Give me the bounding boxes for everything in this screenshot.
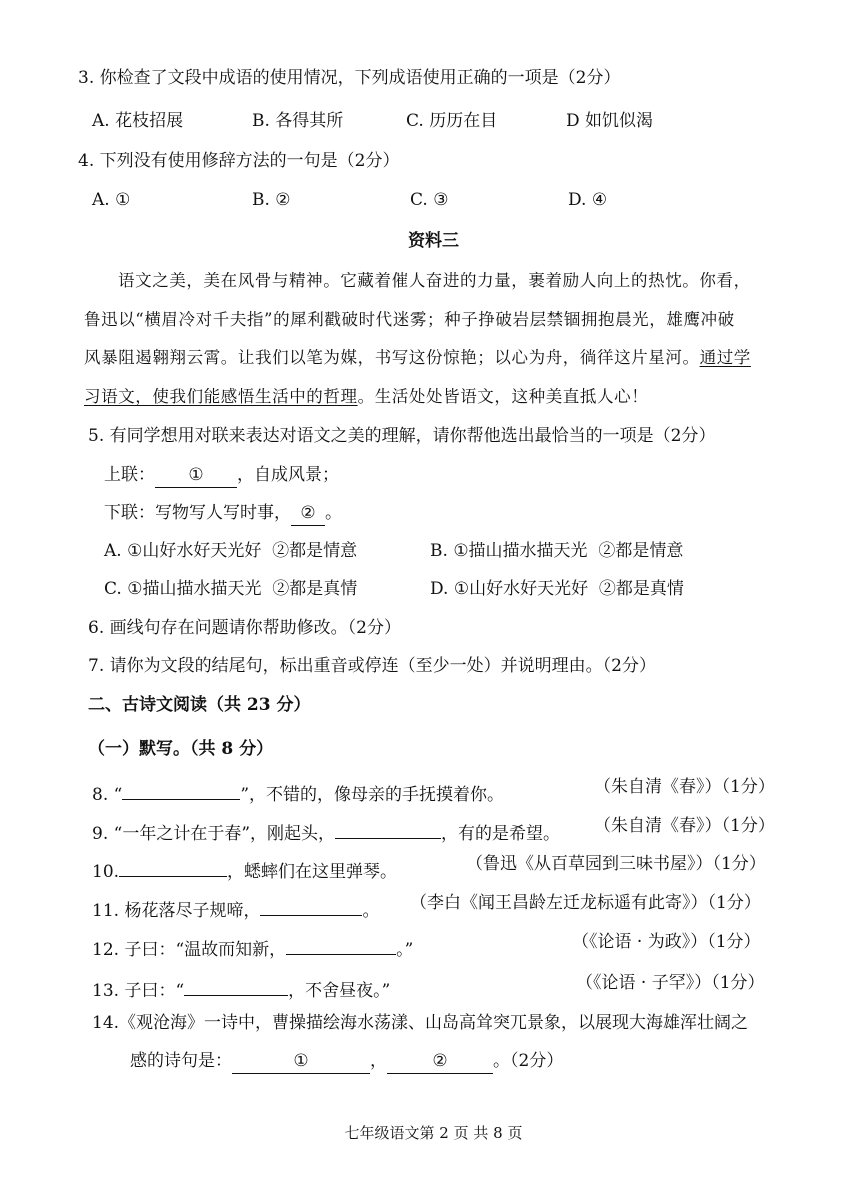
q4-option-c: C. ③	[410, 190, 449, 210]
q12	[92, 934, 413, 959]
q5-upper-couplet	[104, 467, 339, 488]
lower-label: 下联：写物写人写时事，	[104, 503, 291, 523]
q13-source: （《论语 · 子罕》）（1分）	[576, 973, 765, 993]
q8	[92, 779, 504, 804]
q14-suffix: 。（2分）	[493, 1051, 564, 1071]
option-letter: D.	[430, 579, 454, 599]
option-text: ①山好水好天光好 ②都是情意	[127, 541, 358, 561]
material-text: 风暴阻遏翱翔云霄。让我们以笔为媒，书写这份惊艳；以心为舟，徜徉这片星河。	[84, 348, 700, 367]
material-paragraph-line-3	[84, 350, 751, 367]
q13-suffix: ，不舍昼夜。”	[288, 981, 391, 1001]
subsection-heading: （一）默写。（共 8 分）	[88, 739, 274, 759]
q4-option-b: B. ②	[252, 190, 291, 210]
q4-option-a: A. ①	[92, 190, 131, 210]
q3-option-b: B. 各得其所	[252, 111, 344, 131]
q3-option-d: D 如饥似渴	[566, 111, 654, 131]
q3-option-c: C. 历历在目	[406, 111, 498, 131]
q13	[92, 975, 390, 1000]
q5-option-b	[430, 543, 683, 560]
q9-source: （朱自清《春》）（1分）	[594, 816, 775, 836]
q10-source: （鲁迅《从百草园到三味书屋》）（1分）	[466, 854, 766, 874]
q13-blank[interactable]	[184, 975, 288, 996]
q6-stem: 6. 画线句存在问题请你帮助修改。（2分）	[88, 618, 401, 638]
underlined-sentence: 通过学	[699, 348, 751, 367]
q12-suffix: 。”	[396, 940, 414, 960]
q10-blank[interactable]	[119, 856, 227, 877]
option-text: ①描山描水描天光 ②都是情意	[453, 541, 684, 561]
q14-answer-line	[130, 1053, 563, 1074]
q14-separator: ，	[370, 1051, 387, 1071]
material-paragraph-line-4	[84, 389, 648, 406]
q9-suffix: ，有的是希望。	[441, 824, 561, 844]
q4-stem: 4. 下列没有使用修辞方法的一句是（2分）	[78, 151, 400, 171]
q11	[92, 895, 379, 920]
q9	[92, 818, 560, 843]
lower-blank[interactable]: ②	[291, 505, 325, 526]
page-footer: 七年级语文第 2 页 共 8 页	[344, 1124, 523, 1142]
q4-option-d: D. ④	[568, 190, 608, 210]
material-paragraph-line-1: 语文之美，美在风骨与精神。它藏着催人奋进的力量，裹着励人向上的热忱。你看，	[118, 271, 751, 290]
q5-stem: 5. 有同学想用对联来表达对语文之美的理解，请你帮他选出最恰当的一项是（2分）	[88, 426, 716, 446]
q11-source: （李白《闻王昌龄左迁龙标遥有此寄》）（1分）	[410, 893, 761, 913]
q10	[92, 856, 397, 881]
section-heading: 二、古诗文阅读（共 23 分）	[88, 695, 311, 715]
q10-prefix: 10.	[92, 862, 120, 882]
q7-stem: 7. 请你为文段的结尾句，标出重音或停连（至少一处）并说明理由。（2分）	[88, 656, 656, 676]
q3-option-a: A. 花枝招展	[92, 111, 184, 131]
q10-suffix: ，蟋蟀们在这里弹琴。	[227, 862, 398, 882]
material-title: 资料三	[408, 231, 459, 251]
upper-rest: ，自成风景；	[237, 465, 339, 485]
upper-blank[interactable]: ①	[155, 467, 237, 488]
q12-blank[interactable]	[286, 934, 396, 955]
q5-lower-couplet	[104, 505, 342, 526]
q5-option-a	[104, 543, 357, 560]
q3-stem: 3. 你检查了文段中成语的使用情况，下列成语使用正确的一项是（2分）	[78, 68, 621, 88]
q13-prefix: 13. 子曰：“	[92, 981, 185, 1001]
q14-prefix: 感的诗句是：	[130, 1051, 232, 1071]
q11-prefix: 11. 杨花落尽子规啼，	[92, 901, 261, 921]
q11-suffix: 。	[362, 901, 380, 921]
q8-blank[interactable]	[122, 779, 240, 800]
option-text: ①山好水好天光好 ②都是真情	[453, 579, 684, 599]
q14-blank-1[interactable]: ①	[232, 1053, 370, 1074]
q5-option-d	[430, 581, 684, 598]
option-text: ①描山描水描天光 ②都是真情	[127, 579, 358, 599]
underlined-sentence: 习语文，使我们能感悟生活中的哲理	[84, 387, 358, 406]
q9-prefix: 9. “一年之计在于春”，刚起头，	[92, 824, 336, 844]
upper-label: 上联：	[104, 465, 155, 485]
option-letter: A.	[104, 541, 128, 561]
material-text: 。生活处处皆语文，这种美直抵人心！	[357, 387, 649, 406]
q8-prefix: 8. “	[92, 785, 123, 805]
q9-blank[interactable]	[335, 818, 441, 839]
q11-blank[interactable]	[260, 895, 362, 916]
q14-stem: 14.《观沧海》一诗中，曹操描绘海水荡漾、山岛高耸突兀景象，以展现大海雄浑壮阔之	[92, 1013, 749, 1033]
q12-prefix: 12. 子曰：“温故而知新，	[92, 940, 287, 960]
material-paragraph-line-2: 鲁迅以“横眉冷对千夫指”的犀利戳破时代迷雾；种子挣破岩层禁锢拥抱晨光，雄鹰冲破	[84, 310, 735, 329]
q12-source: （《论语 · 为政》）（1分）	[572, 932, 761, 952]
q8-suffix: ”，不错的，像母亲的手抚摸着你。	[240, 785, 505, 805]
lower-rest: 。	[325, 503, 342, 523]
q8-source: （朱自清《春》）（1分）	[594, 777, 775, 797]
q5-option-c	[104, 581, 357, 598]
q14-blank-2[interactable]: ②	[387, 1053, 493, 1074]
option-letter: C.	[104, 579, 128, 599]
option-letter: B.	[430, 541, 454, 561]
